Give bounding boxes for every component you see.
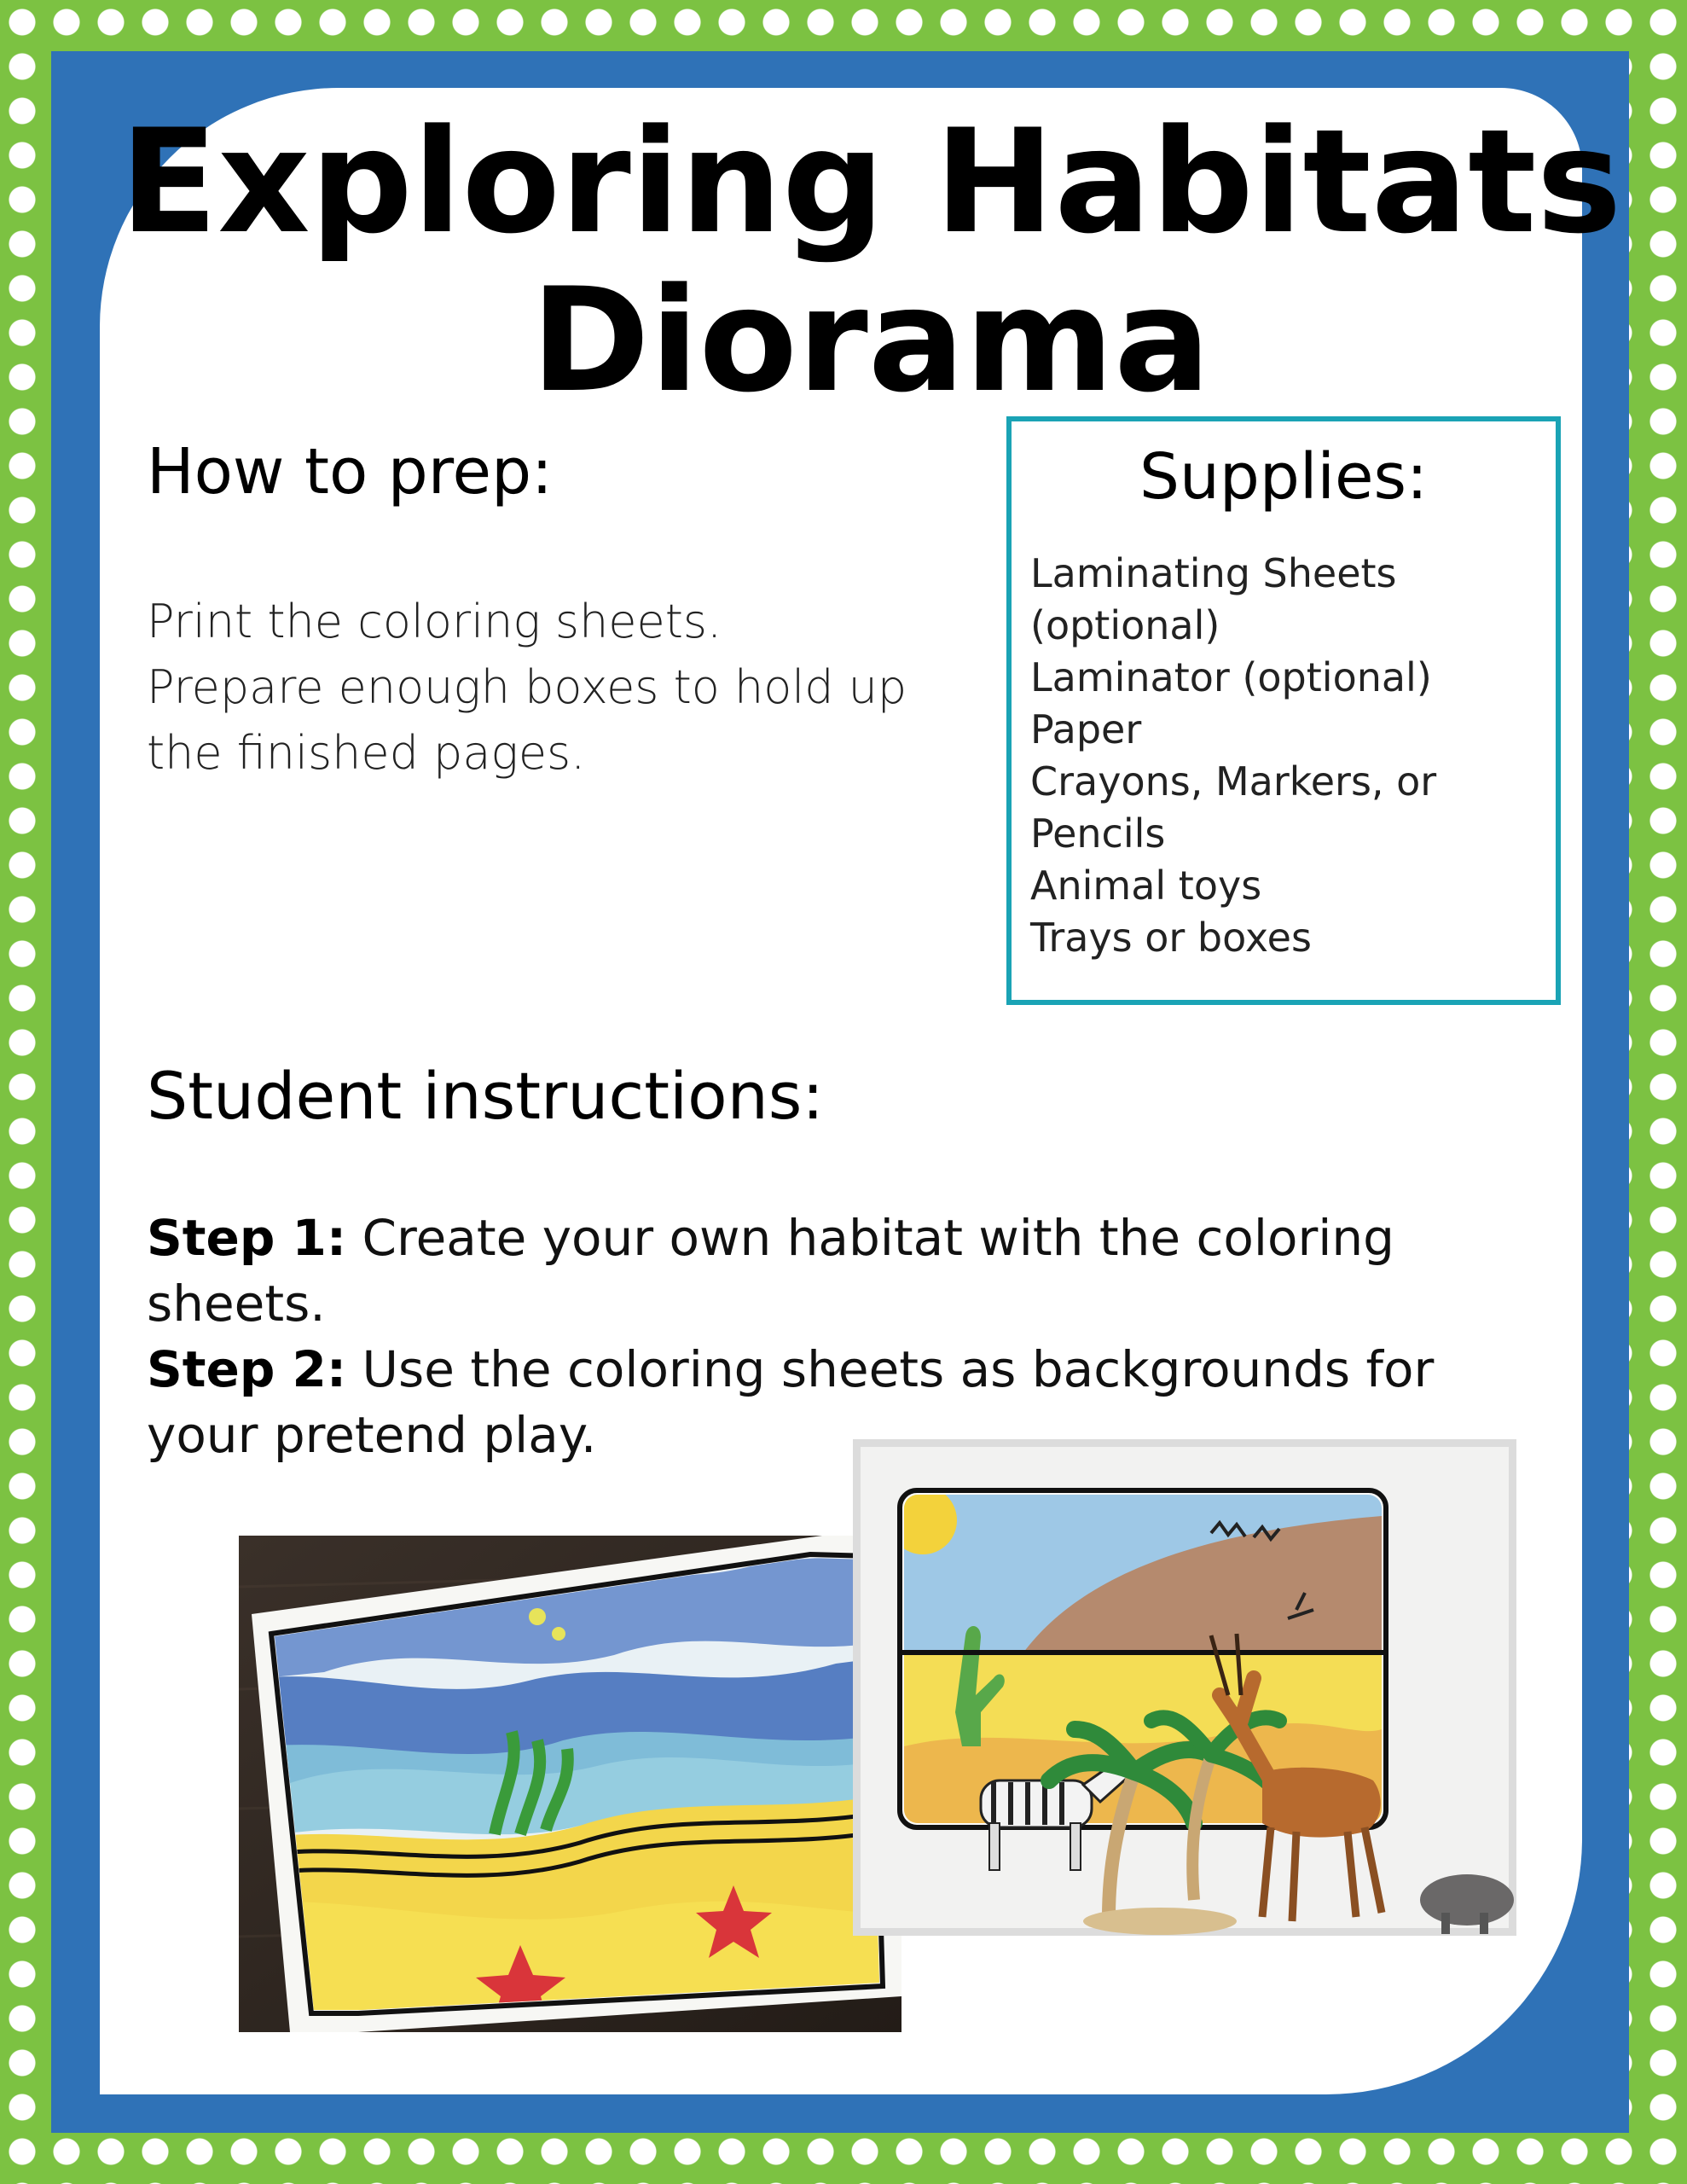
title-line-2: Diorama — [530, 257, 1211, 424]
instructions-heading: Student instructions: — [147, 1058, 824, 1134]
prep-line: Prepare enough boxes to hold up — [147, 660, 907, 714]
page-title — [100, 98, 1642, 424]
supplies-box — [1006, 416, 1561, 1005]
title-line-1: Exploring Habitats — [119, 98, 1622, 265]
supply-item: Paper — [1030, 706, 1142, 752]
prep-line: the finished pages. — [147, 726, 586, 780]
supply-item: Animal toys — [1030, 863, 1262, 909]
ocean-diorama-photo — [239, 1536, 901, 2032]
prep-text — [147, 589, 983, 786]
step-1-text: Create your own habitat with the coloring sheets. — [147, 1209, 1394, 1333]
supplies-list — [1030, 548, 1551, 964]
supply-item: Crayons, Markers, or Pencils — [1030, 758, 1437, 857]
ocean-coloring-sheet-image — [239, 1536, 901, 2032]
supplies-heading: Supplies: — [1139, 440, 1428, 514]
desert-diorama-image — [853, 1439, 1516, 1936]
step-1-label: Step 1: — [147, 1209, 347, 1267]
supply-item: Laminating Sheets (optional) — [1030, 550, 1397, 648]
supply-item: Laminator (optional) — [1030, 654, 1432, 700]
step-2-text: Use the coloring sheets as backgrounds for your pretend play. — [147, 1340, 1435, 1464]
desert-diorama-photo — [853, 1439, 1516, 1936]
supply-item: Trays or boxes — [1030, 915, 1312, 961]
step-1 — [147, 1205, 1477, 1337]
step-2-label: Step 2: — [147, 1340, 347, 1398]
prep-line: Print the coloring sheets. — [147, 595, 722, 648]
prep-heading: How to prep: — [147, 435, 553, 508]
